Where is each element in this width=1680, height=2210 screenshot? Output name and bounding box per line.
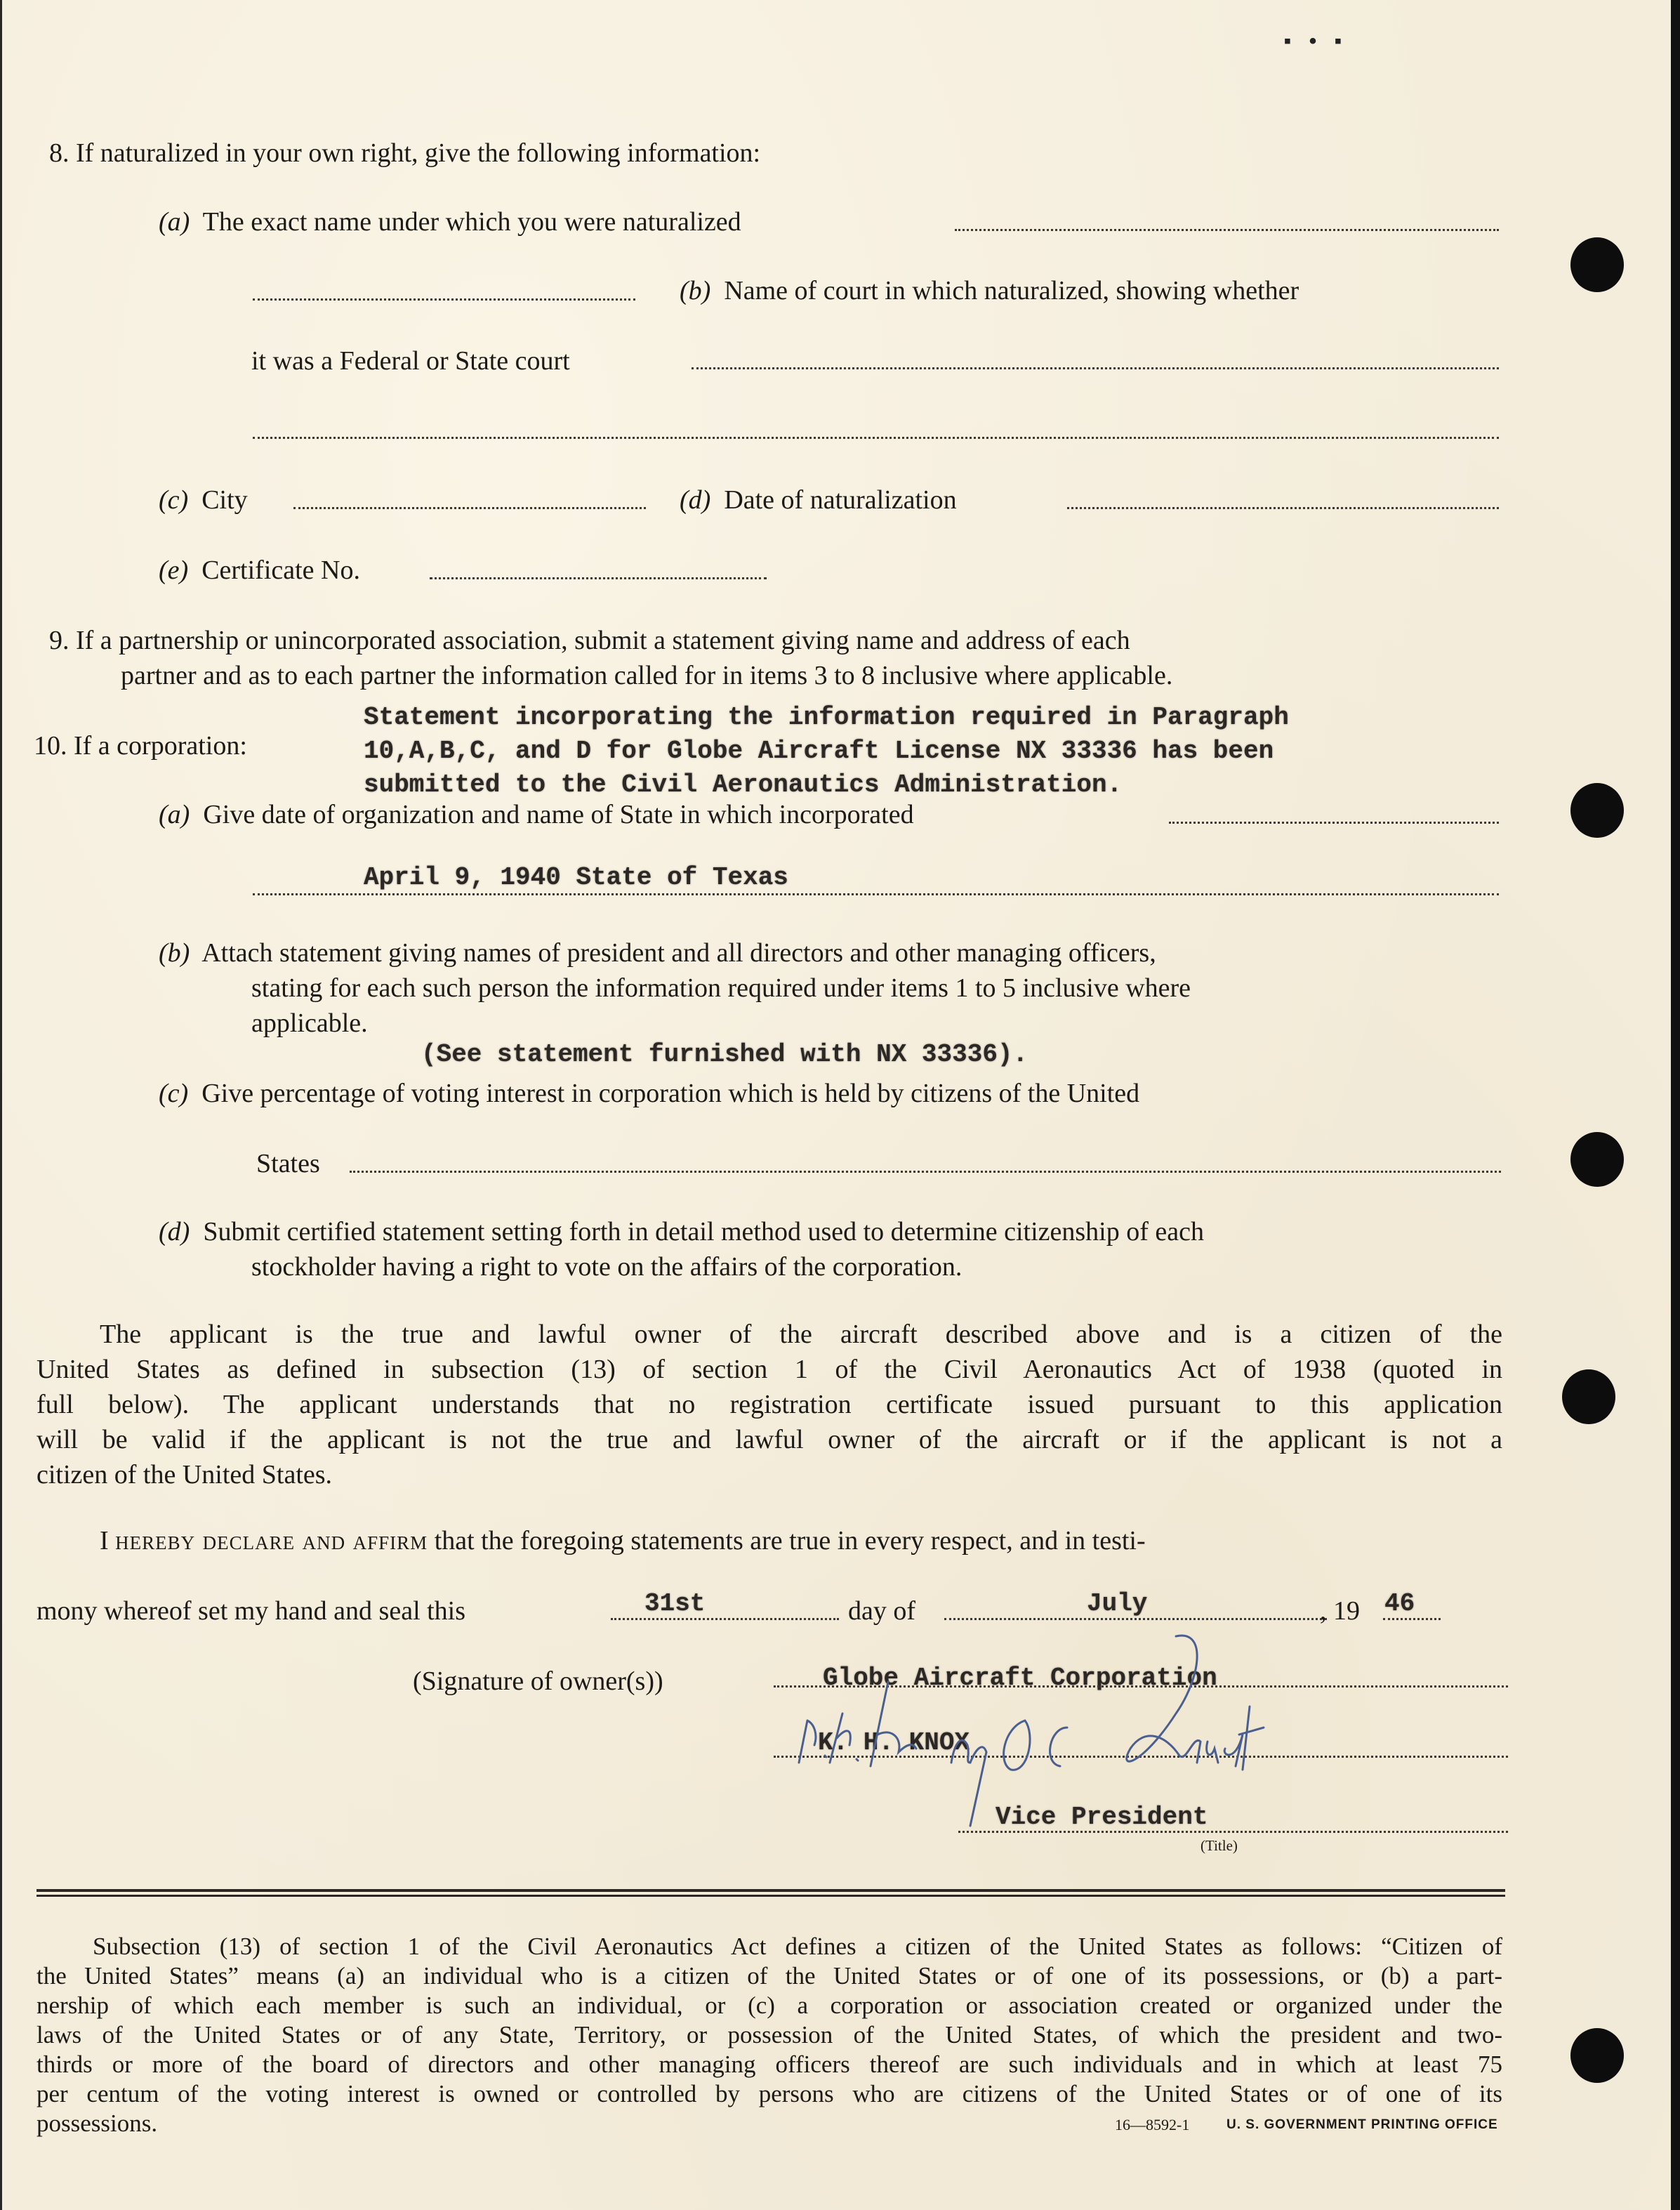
ownership-line-5: citizen of the United States. (37, 1460, 333, 1489)
item-number: 10. (34, 731, 67, 761)
typed-note-line-3: submitted to the Civil Aeronautics Administration. (364, 770, 1123, 799)
ownership-line-4: will be valid if the applicant is not the true and lawful owner of the aircraft or if the applicant is not a (37, 1425, 1502, 1454)
declaration-caps: hereby declare and affirm (115, 1526, 428, 1555)
footnote-line-5: thirds or more of the board of directors and other managing officers thereof are such individuals and in which at least 75 (37, 2051, 1502, 2078)
owner-name-value[interactable]: Globe Aircraft Corporation (823, 1664, 1217, 1692)
punch-hole-icon (1570, 1132, 1624, 1187)
incorporation-value[interactable]: April 9, 1940 State of Texas (364, 863, 788, 892)
scan-right-edge (1671, 0, 1680, 2210)
sub-label: (b) (159, 938, 190, 968)
handwritten-signature-icon (786, 1622, 1530, 1833)
item-8d (680, 485, 957, 515)
sub-label: (c) (159, 485, 189, 515)
court-field-cont[interactable] (253, 437, 1499, 439)
top-marks: ▪ • ▪ (1281, 31, 1345, 55)
item-8c (159, 485, 248, 515)
item-9 (49, 625, 1130, 656)
punch-hole-icon (1562, 1369, 1615, 1424)
day-value[interactable]: 31st (644, 1589, 706, 1618)
certificate-number-field[interactable] (430, 577, 767, 579)
item-10d (159, 1216, 1204, 1247)
item-10a-text: Give date of organization and name of State in which incorporated (203, 800, 914, 829)
typed-note-line-1: Statement incorporating the information required in Paragraph (364, 703, 1289, 732)
item-number: 8. (49, 138, 70, 168)
incorporation-field-cont[interactable] (253, 893, 1499, 895)
item-8-text: If naturalized in your own right, give the following information: (76, 138, 761, 168)
sub-label: (d) (680, 485, 711, 515)
item-10d-line-1: Submit certified statement setting forth in detail method used to determine citizenship of each (203, 1217, 1204, 1247)
footnote-line-3: nership of which each member is such an individual, or (c) a corporation or association created or organized under the (37, 1992, 1502, 2019)
item-10d-line-2: stockholder having a right to vote on the affairs of the corporation. (251, 1252, 963, 1282)
footnote-line-4: laws of the United States or of any State, Territory, or possession of the United States, of which the president and two- (37, 2021, 1502, 2048)
year-field[interactable] (1383, 1618, 1441, 1620)
typed-signer-name: K. H. KNOX (818, 1728, 970, 1757)
item-10b-line-2: stating for each such person the information required under items 1 to 5 inclusive where (251, 973, 1191, 1003)
incorporation-field[interactable] (1169, 822, 1499, 824)
declaration-lead: I (100, 1526, 109, 1555)
footnote-line-7: possessions. (37, 2110, 158, 2137)
ownership-line-1: The applicant is the true and lawful owner of the aircraft described above and is a citizen of the (100, 1320, 1502, 1349)
punch-hole-icon (1570, 783, 1624, 838)
declaration-line-1 (100, 1525, 1146, 1556)
item-10b-line-1: Attach statement giving names of president and all directors and other managing officers, (201, 938, 1156, 968)
court-field[interactable] (692, 367, 1499, 369)
declaration-rest: that the foregoing statements are true in every respect, and in testi- (434, 1526, 1146, 1555)
form-number: 16—8592-1 (1115, 2116, 1190, 2133)
item-8d-text: Date of naturalization (724, 485, 957, 515)
footnote-line-6: per centum of the voting interest is owned or controlled by persons who are citizens of the United States or of one of its (37, 2080, 1502, 2107)
sub-label: (b) (680, 276, 711, 305)
day-of-label: day of (848, 1596, 916, 1626)
item-9-line-2: partner and as to each partner the information called for in items 3 to 8 inclusive where applicable. (121, 661, 1173, 690)
item-8b-text-cont: it was a Federal or State court (251, 346, 570, 376)
naturalization-date-field[interactable] (1067, 507, 1499, 509)
ownership-line-2: United States as defined in subsection (13) of section 1 of the Civil Aeronautics Act of 1938 (quoted in (37, 1355, 1502, 1384)
naturalized-name-field[interactable] (955, 229, 1499, 231)
sub-label: (a) (159, 207, 190, 237)
year-value[interactable]: 46 (1384, 1589, 1415, 1618)
item-8e-text: Certificate No. (201, 555, 360, 585)
punch-hole-icon (1570, 2028, 1624, 2083)
typed-note-line-2: 10,A,B,C, and D for Globe Aircraft License NX 33336 has been (364, 737, 1274, 765)
item-8e (159, 555, 360, 586)
sub-label: (d) (159, 1217, 190, 1247)
naturalized-name-field-cont[interactable] (253, 298, 635, 301)
printer-imprint: U. S. GOVERNMENT PRINTING OFFICE (1226, 2117, 1498, 2132)
declaration-line-2: mony whereof set my hand and seal this (37, 1596, 466, 1626)
item-10b-line-3: applicable. (251, 1008, 368, 1038)
item-10-text: If a corporation: (74, 731, 247, 761)
title-value[interactable]: Vice President (996, 1803, 1208, 1831)
item-10b (159, 938, 1156, 968)
item-10c (159, 1078, 1139, 1109)
title-label: (Title) (1201, 1837, 1238, 1854)
item-9-line-1: If a partnership or unincorporated association, submit a statement giving name and address of each (76, 626, 1130, 655)
item-8b-text: Name of court in which naturalized, showing whether (724, 276, 1299, 305)
item-8a-text: The exact name under which you were naturalized (202, 207, 741, 237)
item-number: 9. (49, 626, 70, 655)
divider-rule (37, 1895, 1505, 1897)
voting-percentage-field[interactable] (350, 1171, 1501, 1173)
ownership-line-3: full below). The applicant understands that no registration certificate issued pursuant to this application (37, 1390, 1502, 1419)
footnote-line-2: the United States” means (a) an individual who is a citizen of the United States or of one of its possessions, or (b) a part- (37, 1962, 1502, 1989)
item-8a (159, 206, 741, 237)
divider-rule (37, 1889, 1505, 1892)
item-8c-text: City (201, 485, 248, 515)
year-prefix: , 19 (1320, 1596, 1360, 1626)
item-10 (34, 730, 247, 761)
city-field[interactable] (293, 507, 646, 509)
item-8 (49, 138, 760, 169)
item-10a (159, 799, 914, 830)
item-10c-text-cont: States (256, 1149, 320, 1178)
scan-left-edge (0, 0, 2, 2210)
sub-label: (c) (159, 1079, 189, 1108)
item-8b (680, 275, 1299, 306)
signature-label: (Signature of owner(s)) (413, 1666, 663, 1696)
sub-label: (e) (159, 555, 189, 585)
sub-label: (a) (159, 800, 190, 829)
punch-hole-icon (1570, 237, 1624, 292)
footnote-line-1: Subsection (13) of section 1 of the Civil Aeronautics Act defines a citizen of the United States as follows: “Citizen of (93, 1933, 1502, 1960)
month-value[interactable]: July (1087, 1589, 1148, 1618)
officers-statement-value[interactable]: (See statement furnished with NX 33336). (421, 1040, 1028, 1069)
item-10c-text: Give percentage of voting interest in corporation which is held by citizens of the United (201, 1079, 1140, 1108)
